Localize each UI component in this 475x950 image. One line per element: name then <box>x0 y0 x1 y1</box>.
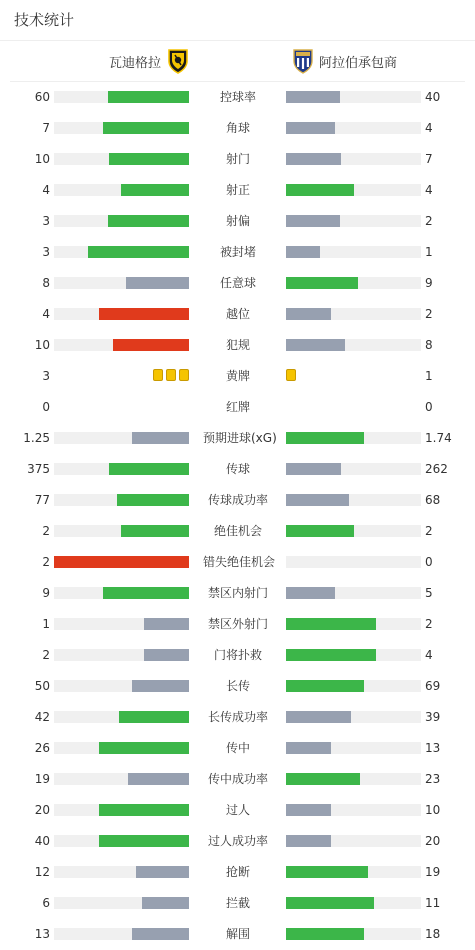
stat-label: 射门 <box>225 152 250 166</box>
away-bar-track <box>286 91 421 103</box>
home-bar-track <box>54 618 189 630</box>
home-value: 1 <box>42 617 50 631</box>
away-bar-fill <box>286 463 341 475</box>
away-value: 262 <box>425 462 448 476</box>
yellow-card-icon <box>179 369 189 381</box>
away-bar-fill <box>286 122 335 134</box>
away-value: 19 <box>425 865 441 879</box>
home-value: 40 <box>34 834 50 848</box>
away-value: 2 <box>425 524 433 538</box>
stat-label: 拦截 <box>225 896 250 910</box>
stat-row <box>0 368 475 384</box>
stat-row <box>0 89 475 105</box>
stat-label: 长传成功率 <box>207 710 268 724</box>
stat-label: 禁区外射门 <box>207 617 268 631</box>
stat-label: 传中成功率 <box>207 772 268 786</box>
away-team[interactable] <box>292 48 397 74</box>
teams-divider <box>10 81 465 82</box>
stat-label: 越位 <box>225 307 250 321</box>
stat-label: 传球 <box>225 462 250 476</box>
home-bar-fill <box>132 928 189 940</box>
stat-row <box>0 585 475 601</box>
stat-label: 传中 <box>225 741 250 755</box>
stat-row <box>0 802 475 818</box>
away-cards <box>286 369 296 383</box>
home-bar-track <box>54 897 189 909</box>
home-bar-fill <box>142 897 189 909</box>
away-value: 4 <box>425 648 433 662</box>
away-value: 0 <box>425 555 433 569</box>
home-bar-fill <box>99 308 189 320</box>
home-bar-track <box>54 773 189 785</box>
home-bar-fill <box>119 711 189 723</box>
home-bar-fill <box>132 432 189 444</box>
home-bar-fill <box>103 587 189 599</box>
home-bar-track <box>54 122 189 134</box>
home-bar-track <box>54 835 189 847</box>
away-bar-fill <box>286 897 374 909</box>
stat-label: 任意球 <box>219 276 256 290</box>
away-value: 4 <box>425 183 433 197</box>
home-bar-fill <box>99 835 189 847</box>
home-bar-fill <box>132 680 189 692</box>
home-value: 1.25 <box>23 431 50 445</box>
stat-row <box>0 740 475 756</box>
away-bar-fill <box>286 711 351 723</box>
home-value: 10 <box>34 338 50 352</box>
stat-row <box>0 182 475 198</box>
away-bar-fill <box>286 587 335 599</box>
home-value: 3 <box>42 369 50 383</box>
away-bar-fill <box>286 308 331 320</box>
stat-row <box>0 647 475 663</box>
away-value: 0 <box>425 400 433 414</box>
stat-label: 控球率 <box>219 90 256 104</box>
away-bar-track <box>286 463 421 475</box>
home-team-name: 瓦迪格拉 <box>108 55 161 71</box>
home-bar-track <box>54 866 189 878</box>
away-value: 10 <box>425 803 441 817</box>
home-value: 10 <box>34 152 50 166</box>
stat-row <box>0 461 475 477</box>
home-value: 7 <box>42 121 50 135</box>
stat-row <box>0 678 475 694</box>
home-value: 4 <box>42 307 50 321</box>
home-bar-fill <box>88 246 189 258</box>
stat-row <box>0 492 475 508</box>
away-value: 1.74 <box>425 431 452 445</box>
stat-row <box>0 337 475 353</box>
away-value: 9 <box>425 276 433 290</box>
stat-row <box>0 244 475 260</box>
home-bar-fill <box>117 494 189 506</box>
stat-row <box>0 926 475 942</box>
home-bar-track <box>54 215 189 227</box>
away-bar-fill <box>286 494 349 506</box>
stat-label: 红牌 <box>225 400 250 414</box>
home-bar-fill <box>144 618 189 630</box>
home-bar-track <box>54 246 189 258</box>
home-bar-track <box>54 463 189 475</box>
home-bar-track <box>54 184 189 196</box>
home-bar-track <box>54 432 189 444</box>
away-value: 68 <box>425 493 441 507</box>
away-bar-track <box>286 711 421 723</box>
stat-row <box>0 523 475 539</box>
away-bar-track <box>286 122 421 134</box>
away-bar-fill <box>286 432 364 444</box>
away-value: 69 <box>425 679 441 693</box>
stat-label: 被封堵 <box>219 245 256 259</box>
away-bar-track <box>286 587 421 599</box>
away-bar-fill <box>286 742 331 754</box>
away-bar-fill <box>286 928 364 940</box>
home-cards <box>153 369 189 383</box>
header-divider <box>0 40 475 41</box>
away-value: 5 <box>425 586 433 600</box>
away-bar-track <box>286 866 421 878</box>
away-value: 2 <box>425 307 433 321</box>
home-bar-fill <box>144 649 189 661</box>
away-bar-fill <box>286 277 358 289</box>
away-bar-fill <box>286 525 354 537</box>
away-bar-fill <box>286 618 376 630</box>
home-bar-fill <box>113 339 189 351</box>
home-team-crest-icon <box>167 48 189 74</box>
home-bar-track <box>54 277 189 289</box>
stat-row <box>0 213 475 229</box>
home-value: 2 <box>42 524 50 538</box>
home-bar-track <box>54 587 189 599</box>
stat-row <box>0 306 475 322</box>
stat-label: 传球成功率 <box>207 493 268 507</box>
away-bar-track <box>286 153 421 165</box>
section-title: 技术统计 <box>14 11 75 29</box>
stat-row <box>0 771 475 787</box>
away-value: 8 <box>425 338 433 352</box>
home-value: 50 <box>34 679 50 693</box>
away-value: 23 <box>425 772 441 786</box>
home-value: 6 <box>42 896 50 910</box>
stat-label: 预期进球(xG) <box>203 431 277 445</box>
away-team-name: 阿拉伯承包商 <box>319 55 398 71</box>
home-bar-track <box>54 649 189 661</box>
stat-label: 射正 <box>225 183 250 197</box>
away-bar-fill <box>286 835 331 847</box>
stat-row <box>0 895 475 911</box>
away-bar-track <box>286 897 421 909</box>
home-bar-track <box>54 742 189 754</box>
away-value: 40 <box>425 90 441 104</box>
away-bar-track <box>286 246 421 258</box>
yellow-card-icon <box>153 369 163 381</box>
away-bar-track <box>286 835 421 847</box>
home-bar-track <box>54 680 189 692</box>
home-value: 19 <box>34 772 50 786</box>
away-bar-track <box>286 742 421 754</box>
away-bar-fill <box>286 866 368 878</box>
away-bar-fill <box>286 649 376 661</box>
stat-label: 过人成功率 <box>207 834 268 848</box>
home-bar-track <box>54 494 189 506</box>
away-bar-track <box>286 556 421 568</box>
home-bar-fill <box>128 773 189 785</box>
away-bar-track <box>286 928 421 940</box>
home-value: 2 <box>42 555 50 569</box>
home-bar-track <box>54 339 189 351</box>
home-value: 3 <box>42 245 50 259</box>
stat-label: 角球 <box>225 121 250 135</box>
stat-label: 过人 <box>225 803 250 817</box>
stat-row <box>0 399 475 415</box>
away-bar-track <box>286 184 421 196</box>
away-value: 11 <box>425 896 441 910</box>
home-bar-fill <box>109 463 189 475</box>
away-bar-fill <box>286 184 354 196</box>
stat-row <box>0 709 475 725</box>
home-value: 3 <box>42 214 50 228</box>
home-value: 2 <box>42 648 50 662</box>
home-bar-fill <box>108 215 189 227</box>
home-value: 60 <box>34 90 50 104</box>
stat-label: 解围 <box>225 927 250 941</box>
stat-label: 错失绝佳机会 <box>203 555 276 569</box>
away-bar-fill <box>286 339 345 351</box>
away-bar-track <box>286 215 421 227</box>
away-value: 13 <box>425 741 441 755</box>
home-value: 13 <box>34 927 50 941</box>
home-bar-fill <box>121 525 189 537</box>
home-value: 8 <box>42 276 50 290</box>
home-bar-fill <box>136 866 189 878</box>
away-bar-fill <box>286 804 331 816</box>
away-bar-track <box>286 277 421 289</box>
away-bar-fill <box>286 680 364 692</box>
stat-label: 黄牌 <box>225 369 250 383</box>
home-bar-fill <box>108 91 189 103</box>
away-value: 18 <box>425 927 441 941</box>
away-value: 4 <box>425 121 433 135</box>
away-bar-track <box>286 525 421 537</box>
stat-row <box>0 151 475 167</box>
away-value: 2 <box>425 214 433 228</box>
stat-label: 长传 <box>225 679 250 693</box>
yellow-card-icon <box>286 369 296 381</box>
home-bar-fill <box>103 122 189 134</box>
home-value: 12 <box>34 865 50 879</box>
away-value: 1 <box>425 245 433 259</box>
away-value: 2 <box>425 617 433 631</box>
home-team[interactable] <box>109 48 189 74</box>
home-bar-track <box>54 153 189 165</box>
away-bar-fill <box>286 215 340 227</box>
home-value: 42 <box>34 710 50 724</box>
home-bar-track <box>54 91 189 103</box>
away-team-crest-icon <box>292 48 314 74</box>
stat-row <box>0 120 475 136</box>
home-value: 9 <box>42 586 50 600</box>
home-bar-track <box>54 525 189 537</box>
home-bar-fill <box>99 742 189 754</box>
home-bar-track <box>54 308 189 320</box>
home-bar-fill <box>121 184 189 196</box>
away-bar-track <box>286 680 421 692</box>
stat-label: 门将扑救 <box>213 648 262 662</box>
away-bar-track <box>286 494 421 506</box>
home-value: 26 <box>34 741 50 755</box>
away-bar-track <box>286 804 421 816</box>
stat-row <box>0 275 475 291</box>
home-bar-track <box>54 928 189 940</box>
home-bar-track <box>54 711 189 723</box>
home-value: 4 <box>42 183 50 197</box>
away-bar-track <box>286 339 421 351</box>
stat-row <box>0 616 475 632</box>
away-bar-track <box>286 432 421 444</box>
home-value: 77 <box>34 493 50 507</box>
home-value: 0 <box>42 400 50 414</box>
home-bar-track <box>54 556 189 568</box>
stat-row <box>0 864 475 880</box>
home-bar-fill <box>54 556 189 568</box>
yellow-card-icon <box>166 369 176 381</box>
home-bar-fill <box>126 277 189 289</box>
away-value: 39 <box>425 710 441 724</box>
home-bar-track <box>54 804 189 816</box>
home-bar-fill <box>109 153 189 165</box>
away-bar-fill <box>286 773 360 785</box>
away-bar-track <box>286 649 421 661</box>
away-bar-track <box>286 618 421 630</box>
away-bar-fill <box>286 91 340 103</box>
away-bar-fill <box>286 153 341 165</box>
home-value: 20 <box>34 803 50 817</box>
stat-row <box>0 430 475 446</box>
stat-label: 犯规 <box>225 338 250 352</box>
away-value: 7 <box>425 152 433 166</box>
away-bar-fill <box>286 246 320 258</box>
home-value: 375 <box>27 462 50 476</box>
stat-label: 射偏 <box>225 214 250 228</box>
stat-label: 绝佳机会 <box>213 524 262 538</box>
away-value: 20 <box>425 834 441 848</box>
stat-row <box>0 833 475 849</box>
stat-label: 禁区内射门 <box>207 586 268 600</box>
stat-label: 抢断 <box>225 865 250 879</box>
stat-row <box>0 554 475 570</box>
away-value: 1 <box>425 369 433 383</box>
away-bar-track <box>286 308 421 320</box>
away-bar-track <box>286 773 421 785</box>
home-bar-fill <box>99 804 189 816</box>
